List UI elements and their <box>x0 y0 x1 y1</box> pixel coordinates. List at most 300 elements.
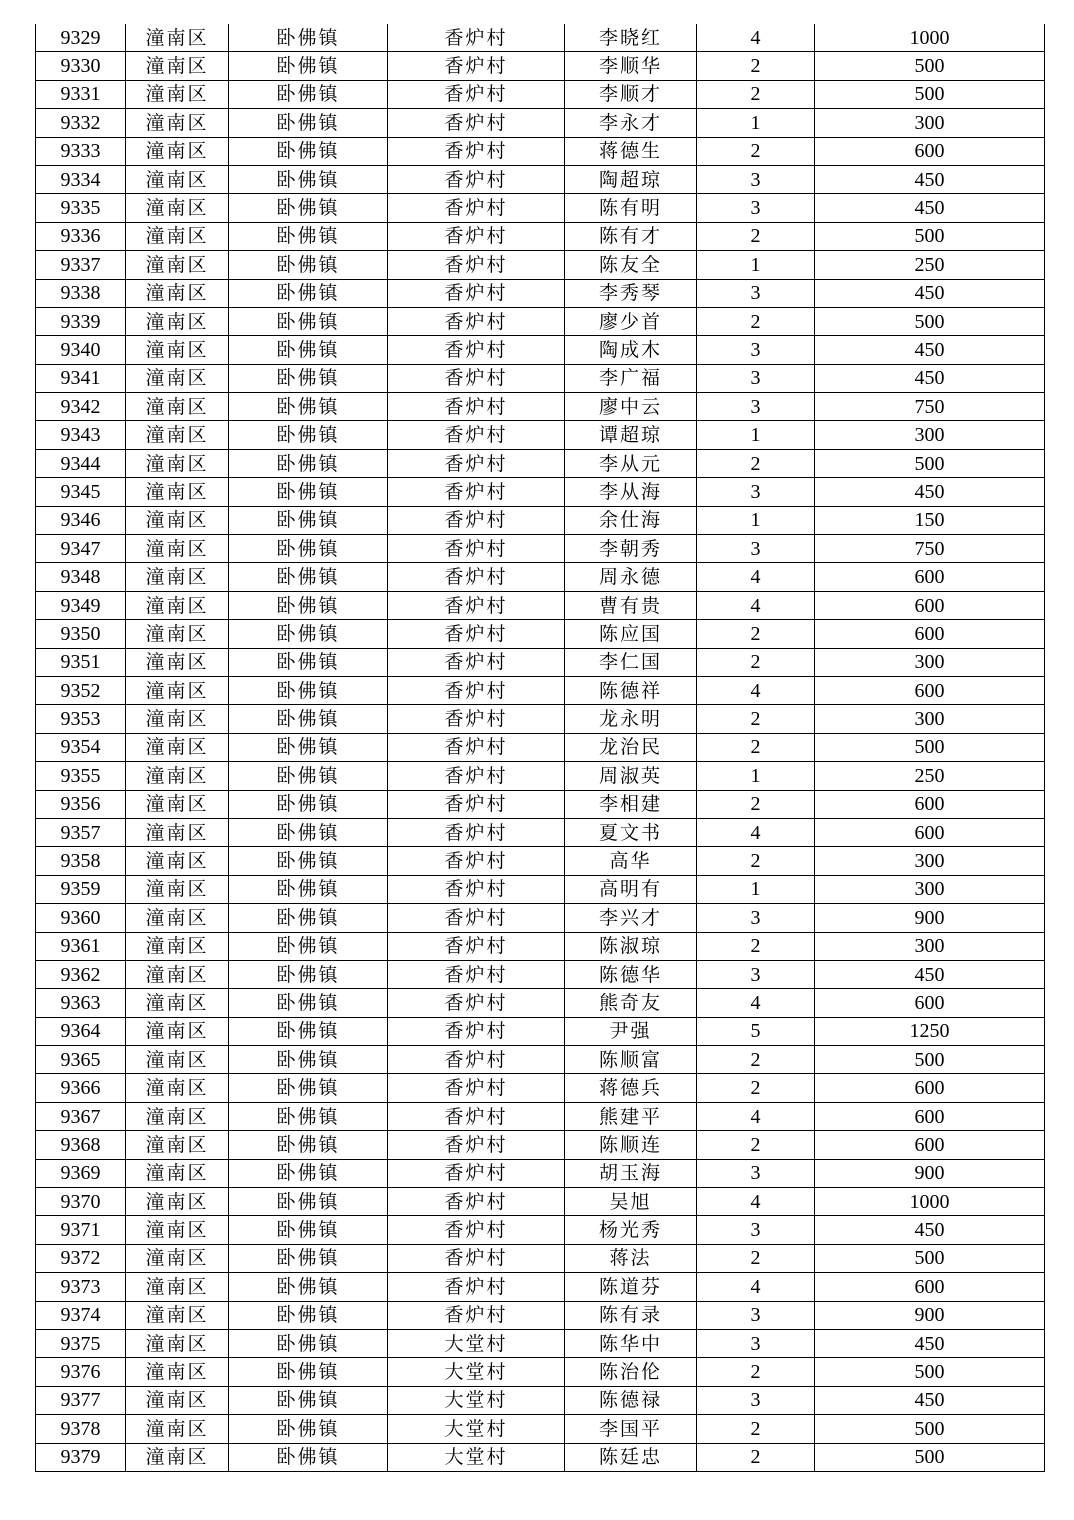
district-cell: 潼南区 <box>126 790 229 818</box>
district-cell: 潼南区 <box>126 847 229 875</box>
table-row <box>36 1443 1045 1471</box>
village-cell: 香炉村 <box>388 818 565 846</box>
village-cell: 香炉村 <box>388 847 565 875</box>
village-cell: 香炉村 <box>388 251 565 279</box>
row-number-cell: 9376 <box>36 1358 126 1386</box>
row-number-cell: 9330 <box>36 52 126 80</box>
town-cell: 卧佛镇 <box>229 1216 388 1244</box>
row-number-cell: 9369 <box>36 1159 126 1187</box>
row-number-cell: 9370 <box>36 1188 126 1216</box>
name-cell: 陶超琼 <box>565 165 697 193</box>
village-cell: 香炉村 <box>388 1188 565 1216</box>
household-count-cell: 2 <box>697 307 815 335</box>
district-cell: 潼南区 <box>126 165 229 193</box>
amount-cell: 600 <box>815 620 1045 648</box>
household-count-cell: 2 <box>697 790 815 818</box>
town-cell: 卧佛镇 <box>229 818 388 846</box>
row-number-cell: 9347 <box>36 535 126 563</box>
row-number-cell: 9335 <box>36 194 126 222</box>
table-row <box>36 1102 1045 1130</box>
town-cell: 卧佛镇 <box>229 1386 388 1414</box>
table-row <box>36 364 1045 392</box>
table-row <box>36 535 1045 563</box>
table-row <box>36 563 1045 591</box>
district-cell: 潼南区 <box>126 80 229 108</box>
row-number-cell: 9358 <box>36 847 126 875</box>
table-row <box>36 109 1045 137</box>
village-cell: 香炉村 <box>388 109 565 137</box>
amount-cell: 450 <box>815 364 1045 392</box>
amount-cell: 450 <box>815 336 1045 364</box>
household-count-cell: 2 <box>697 847 815 875</box>
row-number-cell: 9375 <box>36 1329 126 1357</box>
row-number-cell: 9365 <box>36 1046 126 1074</box>
table-row <box>36 790 1045 818</box>
village-cell: 香炉村 <box>388 393 565 421</box>
district-cell: 潼南区 <box>126 393 229 421</box>
amount-cell: 450 <box>815 279 1045 307</box>
town-cell: 卧佛镇 <box>229 80 388 108</box>
name-cell: 李仁国 <box>565 648 697 676</box>
town-cell: 卧佛镇 <box>229 705 388 733</box>
amount-cell: 1000 <box>815 24 1045 52</box>
table-row <box>36 279 1045 307</box>
village-cell: 香炉村 <box>388 364 565 392</box>
household-count-cell: 2 <box>697 932 815 960</box>
row-number-cell: 9340 <box>36 336 126 364</box>
name-cell: 陈华中 <box>565 1329 697 1357</box>
table-row <box>36 620 1045 648</box>
amount-cell: 750 <box>815 393 1045 421</box>
district-cell: 潼南区 <box>126 478 229 506</box>
district-cell: 潼南区 <box>126 1358 229 1386</box>
village-cell: 大堂村 <box>388 1415 565 1443</box>
amount-cell: 450 <box>815 1216 1045 1244</box>
household-count-cell: 5 <box>697 1017 815 1045</box>
town-cell: 卧佛镇 <box>229 620 388 648</box>
household-count-cell: 3 <box>697 1329 815 1357</box>
district-cell: 潼南区 <box>126 1074 229 1102</box>
table-row <box>36 24 1045 52</box>
household-count-cell: 2 <box>697 1046 815 1074</box>
amount-cell: 450 <box>815 1386 1045 1414</box>
village-cell: 香炉村 <box>388 1301 565 1329</box>
village-cell: 香炉村 <box>388 563 565 591</box>
household-count-cell: 3 <box>697 904 815 932</box>
name-cell: 蒋德生 <box>565 137 697 165</box>
amount-cell: 600 <box>815 1074 1045 1102</box>
household-count-cell: 2 <box>697 1244 815 1272</box>
name-cell: 余仕海 <box>565 506 697 534</box>
row-number-cell: 9352 <box>36 676 126 704</box>
name-cell: 李永才 <box>565 109 697 137</box>
town-cell: 卧佛镇 <box>229 1415 388 1443</box>
row-number-cell: 9361 <box>36 932 126 960</box>
name-cell: 陈有明 <box>565 194 697 222</box>
village-cell: 香炉村 <box>388 24 565 52</box>
district-cell: 潼南区 <box>126 762 229 790</box>
village-cell: 香炉村 <box>388 336 565 364</box>
village-cell: 香炉村 <box>388 222 565 250</box>
table-row <box>36 960 1045 988</box>
table-row <box>36 847 1045 875</box>
name-cell: 熊建平 <box>565 1102 697 1130</box>
document-sheet <box>35 24 1045 1472</box>
district-cell: 潼南区 <box>126 1102 229 1130</box>
town-cell: 卧佛镇 <box>229 251 388 279</box>
row-number-cell: 9362 <box>36 960 126 988</box>
district-cell: 潼南区 <box>126 1046 229 1074</box>
town-cell: 卧佛镇 <box>229 648 388 676</box>
row-number-cell: 9371 <box>36 1216 126 1244</box>
table-row <box>36 1131 1045 1159</box>
household-count-cell: 4 <box>697 24 815 52</box>
name-cell: 杨光秀 <box>565 1216 697 1244</box>
amount-cell: 300 <box>815 648 1045 676</box>
table-row <box>36 1188 1045 1216</box>
amount-cell: 300 <box>815 705 1045 733</box>
district-cell: 潼南区 <box>126 1017 229 1045</box>
village-cell: 香炉村 <box>388 1131 565 1159</box>
row-number-cell: 9363 <box>36 989 126 1017</box>
row-number-cell: 9331 <box>36 80 126 108</box>
row-number-cell: 9332 <box>36 109 126 137</box>
name-cell: 陈顺富 <box>565 1046 697 1074</box>
name-cell: 李朝秀 <box>565 535 697 563</box>
name-cell: 李顺才 <box>565 80 697 108</box>
amount-cell: 600 <box>815 818 1045 846</box>
town-cell: 卧佛镇 <box>229 421 388 449</box>
name-cell: 廖少首 <box>565 307 697 335</box>
town-cell: 卧佛镇 <box>229 1443 388 1471</box>
district-cell: 潼南区 <box>126 506 229 534</box>
row-number-cell: 9360 <box>36 904 126 932</box>
row-number-cell: 9342 <box>36 393 126 421</box>
table-row <box>36 478 1045 506</box>
district-cell: 潼南区 <box>126 1301 229 1329</box>
row-number-cell: 9348 <box>36 563 126 591</box>
district-cell: 潼南区 <box>126 137 229 165</box>
amount-cell: 600 <box>815 563 1045 591</box>
district-cell: 潼南区 <box>126 535 229 563</box>
row-number-cell: 9336 <box>36 222 126 250</box>
table-row <box>36 1358 1045 1386</box>
table-row <box>36 165 1045 193</box>
row-number-cell: 9372 <box>36 1244 126 1272</box>
table-row <box>36 137 1045 165</box>
row-number-cell: 9350 <box>36 620 126 648</box>
village-cell: 大堂村 <box>388 1386 565 1414</box>
village-cell: 香炉村 <box>388 1159 565 1187</box>
amount-cell: 900 <box>815 1159 1045 1187</box>
village-cell: 香炉村 <box>388 421 565 449</box>
village-cell: 香炉村 <box>388 790 565 818</box>
town-cell: 卧佛镇 <box>229 24 388 52</box>
amount-cell: 600 <box>815 1102 1045 1130</box>
district-cell: 潼南区 <box>126 1188 229 1216</box>
row-number-cell: 9353 <box>36 705 126 733</box>
amount-cell: 600 <box>815 591 1045 619</box>
district-cell: 潼南区 <box>126 1131 229 1159</box>
name-cell: 高华 <box>565 847 697 875</box>
household-count-cell: 4 <box>697 1102 815 1130</box>
town-cell: 卧佛镇 <box>229 535 388 563</box>
household-count-cell: 2 <box>697 1358 815 1386</box>
table-row <box>36 251 1045 279</box>
district-cell: 潼南区 <box>126 904 229 932</box>
household-count-cell: 3 <box>697 478 815 506</box>
household-count-cell: 4 <box>697 591 815 619</box>
village-cell: 香炉村 <box>388 960 565 988</box>
household-count-cell: 3 <box>697 535 815 563</box>
name-cell: 陈廷忠 <box>565 1443 697 1471</box>
table-row <box>36 222 1045 250</box>
name-cell: 李广福 <box>565 364 697 392</box>
row-number-cell: 9368 <box>36 1131 126 1159</box>
village-cell: 香炉村 <box>388 535 565 563</box>
name-cell: 李兴才 <box>565 904 697 932</box>
amount-cell: 500 <box>815 222 1045 250</box>
row-number-cell: 9359 <box>36 875 126 903</box>
household-count-cell: 4 <box>697 1188 815 1216</box>
village-cell: 香炉村 <box>388 137 565 165</box>
village-cell: 香炉村 <box>388 1216 565 1244</box>
household-count-cell: 3 <box>697 1386 815 1414</box>
household-count-cell: 3 <box>697 364 815 392</box>
town-cell: 卧佛镇 <box>229 194 388 222</box>
name-cell: 陈应国 <box>565 620 697 648</box>
amount-cell: 250 <box>815 762 1045 790</box>
district-cell: 潼南区 <box>126 932 229 960</box>
amount-cell: 500 <box>815 733 1045 761</box>
name-cell: 陈德禄 <box>565 1386 697 1414</box>
row-number-cell: 9379 <box>36 1443 126 1471</box>
table-row <box>36 336 1045 364</box>
amount-cell: 900 <box>815 1301 1045 1329</box>
district-cell: 潼南区 <box>126 1415 229 1443</box>
name-cell: 李顺华 <box>565 52 697 80</box>
village-cell: 大堂村 <box>388 1358 565 1386</box>
village-cell: 香炉村 <box>388 591 565 619</box>
town-cell: 卧佛镇 <box>229 1188 388 1216</box>
table-row <box>36 1046 1045 1074</box>
village-cell: 大堂村 <box>388 1329 565 1357</box>
town-cell: 卧佛镇 <box>229 1159 388 1187</box>
household-count-cell: 3 <box>697 194 815 222</box>
town-cell: 卧佛镇 <box>229 1273 388 1301</box>
table-row <box>36 1216 1045 1244</box>
row-number-cell: 9329 <box>36 24 126 52</box>
table-row <box>36 506 1045 534</box>
row-number-cell: 9343 <box>36 421 126 449</box>
table-row <box>36 393 1045 421</box>
amount-cell: 500 <box>815 449 1045 477</box>
amount-cell: 500 <box>815 1046 1045 1074</box>
data-table <box>35 24 1045 1472</box>
name-cell: 李秀琴 <box>565 279 697 307</box>
household-count-cell: 2 <box>697 80 815 108</box>
village-cell: 香炉村 <box>388 932 565 960</box>
district-cell: 潼南区 <box>126 705 229 733</box>
table-row <box>36 194 1045 222</box>
household-count-cell: 1 <box>697 421 815 449</box>
table-row <box>36 307 1045 335</box>
amount-cell: 600 <box>815 676 1045 704</box>
table-row <box>36 818 1045 846</box>
name-cell: 曹有贵 <box>565 591 697 619</box>
district-cell: 潼南区 <box>126 676 229 704</box>
village-cell: 香炉村 <box>388 1273 565 1301</box>
district-cell: 潼南区 <box>126 648 229 676</box>
household-count-cell: 3 <box>697 279 815 307</box>
village-cell: 香炉村 <box>388 307 565 335</box>
district-cell: 潼南区 <box>126 1159 229 1187</box>
amount-cell: 450 <box>815 194 1045 222</box>
household-count-cell: 2 <box>697 733 815 761</box>
town-cell: 卧佛镇 <box>229 307 388 335</box>
district-cell: 潼南区 <box>126 449 229 477</box>
district-cell: 潼南区 <box>126 960 229 988</box>
household-count-cell: 4 <box>697 676 815 704</box>
name-cell: 周永德 <box>565 563 697 591</box>
village-cell: 香炉村 <box>388 648 565 676</box>
town-cell: 卧佛镇 <box>229 137 388 165</box>
table-row <box>36 1301 1045 1329</box>
table-row <box>36 989 1045 1017</box>
name-cell: 尹强 <box>565 1017 697 1045</box>
name-cell: 谭超琼 <box>565 421 697 449</box>
name-cell: 李相建 <box>565 790 697 818</box>
town-cell: 卧佛镇 <box>229 1131 388 1159</box>
table-row <box>36 1074 1045 1102</box>
household-count-cell: 2 <box>697 52 815 80</box>
row-number-cell: 9354 <box>36 733 126 761</box>
town-cell: 卧佛镇 <box>229 790 388 818</box>
household-count-cell: 2 <box>697 449 815 477</box>
town-cell: 卧佛镇 <box>229 364 388 392</box>
town-cell: 卧佛镇 <box>229 1329 388 1357</box>
row-number-cell: 9356 <box>36 790 126 818</box>
town-cell: 卧佛镇 <box>229 1046 388 1074</box>
town-cell: 卧佛镇 <box>229 165 388 193</box>
village-cell: 香炉村 <box>388 1074 565 1102</box>
household-count-cell: 4 <box>697 563 815 591</box>
village-cell: 香炉村 <box>388 989 565 1017</box>
table-row <box>36 80 1045 108</box>
village-cell: 香炉村 <box>388 875 565 903</box>
name-cell: 龙治民 <box>565 733 697 761</box>
household-count-cell: 2 <box>697 620 815 648</box>
town-cell: 卧佛镇 <box>229 762 388 790</box>
row-number-cell: 9333 <box>36 137 126 165</box>
household-count-cell: 3 <box>697 393 815 421</box>
name-cell: 陈治伦 <box>565 1358 697 1386</box>
row-number-cell: 9364 <box>36 1017 126 1045</box>
village-cell: 香炉村 <box>388 52 565 80</box>
name-cell: 陈淑琼 <box>565 932 697 960</box>
town-cell: 卧佛镇 <box>229 1074 388 1102</box>
row-number-cell: 9355 <box>36 762 126 790</box>
amount-cell: 300 <box>815 109 1045 137</box>
district-cell: 潼南区 <box>126 1443 229 1471</box>
amount-cell: 1000 <box>815 1188 1045 1216</box>
table-row <box>36 1017 1045 1045</box>
table-row <box>36 1159 1045 1187</box>
household-count-cell: 4 <box>697 818 815 846</box>
name-cell: 陈友全 <box>565 251 697 279</box>
amount-cell: 500 <box>815 52 1045 80</box>
village-cell: 香炉村 <box>388 506 565 534</box>
row-number-cell: 9367 <box>36 1102 126 1130</box>
row-number-cell: 9345 <box>36 478 126 506</box>
village-cell: 大堂村 <box>388 1443 565 1471</box>
table-body <box>36 24 1045 1471</box>
household-count-cell: 1 <box>697 109 815 137</box>
name-cell: 李晓红 <box>565 24 697 52</box>
name-cell: 龙永明 <box>565 705 697 733</box>
town-cell: 卧佛镇 <box>229 1244 388 1272</box>
district-cell: 潼南区 <box>126 336 229 364</box>
amount-cell: 300 <box>815 421 1045 449</box>
district-cell: 潼南区 <box>126 1216 229 1244</box>
table-row <box>36 449 1045 477</box>
village-cell: 香炉村 <box>388 80 565 108</box>
table-row <box>36 733 1045 761</box>
amount-cell: 900 <box>815 904 1045 932</box>
district-cell: 潼南区 <box>126 591 229 619</box>
town-cell: 卧佛镇 <box>229 279 388 307</box>
amount-cell: 500 <box>815 1415 1045 1443</box>
row-number-cell: 9351 <box>36 648 126 676</box>
amount-cell: 300 <box>815 932 1045 960</box>
village-cell: 香炉村 <box>388 705 565 733</box>
table-row <box>36 591 1045 619</box>
household-count-cell: 1 <box>697 762 815 790</box>
row-number-cell: 9341 <box>36 364 126 392</box>
name-cell: 周淑英 <box>565 762 697 790</box>
household-count-cell: 2 <box>697 1415 815 1443</box>
name-cell: 陈有录 <box>565 1301 697 1329</box>
district-cell: 潼南区 <box>126 1273 229 1301</box>
amount-cell: 500 <box>815 307 1045 335</box>
village-cell: 香炉村 <box>388 620 565 648</box>
district-cell: 潼南区 <box>126 24 229 52</box>
name-cell: 李从元 <box>565 449 697 477</box>
town-cell: 卧佛镇 <box>229 1102 388 1130</box>
district-cell: 潼南区 <box>126 1244 229 1272</box>
village-cell: 香炉村 <box>388 733 565 761</box>
district-cell: 潼南区 <box>126 875 229 903</box>
row-number-cell: 9334 <box>36 165 126 193</box>
district-cell: 潼南区 <box>126 620 229 648</box>
table-row <box>36 1329 1045 1357</box>
town-cell: 卧佛镇 <box>229 449 388 477</box>
amount-cell: 600 <box>815 1131 1045 1159</box>
village-cell: 香炉村 <box>388 676 565 704</box>
amount-cell: 500 <box>815 80 1045 108</box>
table-row <box>36 932 1045 960</box>
district-cell: 潼南区 <box>126 563 229 591</box>
district-cell: 潼南区 <box>126 733 229 761</box>
household-count-cell: 4 <box>697 989 815 1017</box>
district-cell: 潼南区 <box>126 989 229 1017</box>
district-cell: 潼南区 <box>126 1386 229 1414</box>
row-number-cell: 9349 <box>36 591 126 619</box>
village-cell: 香炉村 <box>388 165 565 193</box>
household-count-cell: 2 <box>697 648 815 676</box>
town-cell: 卧佛镇 <box>229 1017 388 1045</box>
town-cell: 卧佛镇 <box>229 676 388 704</box>
